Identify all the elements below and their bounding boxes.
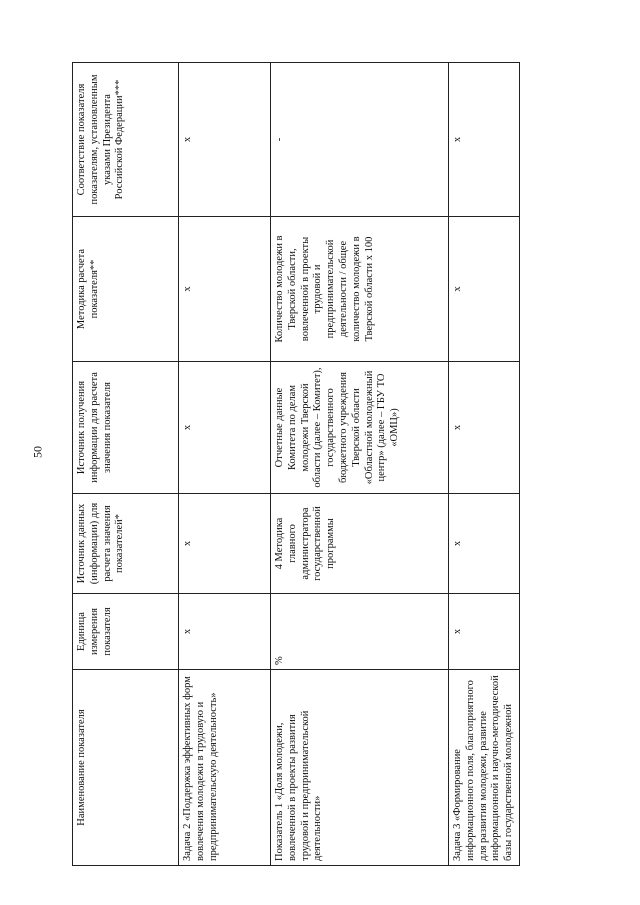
- header-method: Методика расчета показателя**: [73, 217, 179, 362]
- table-row: [271, 63, 449, 866]
- cell-method: х: [179, 217, 271, 362]
- table-row: [449, 63, 520, 866]
- cell-method: х: [449, 217, 520, 362]
- cell-info-source: Отчетные данные Комитета по делам молодежи Тверской области (далее – Комитет), государственного бюджетного учреждения Тверской области «Областной молодежный центр» (далее – ГБУ ТО «ОМЦ»): [271, 362, 449, 494]
- cell-data-source: 4 Методика главного администратора государственной программы: [271, 494, 449, 594]
- cell-info-source: х: [449, 362, 520, 494]
- cell-compliance: х: [449, 63, 520, 217]
- cell-name: Задача 3 «Формирование информационного поля, благоприятного для развития молодежи, развитие информационной и научно-методической базы государственной молодежной: [449, 670, 520, 866]
- page-number: 50: [30, 446, 45, 458]
- cell-name: Показатель 1 «Доля молодежи, вовлеченной в проекты развития трудовой и предпринимательской деятельности»: [271, 670, 449, 866]
- cell-data-source: х: [179, 494, 271, 594]
- header-indicator-name: Наименование показателя: [73, 670, 179, 866]
- rotated-table-inner: [72, 63, 515, 866]
- header-data-source: Источник данных (информации) для расчета значения показателей*: [73, 494, 179, 594]
- header-info-source: Источник получения информации для расчета значения показателя: [73, 362, 179, 494]
- table-header-row: [73, 63, 179, 866]
- cell-name: Задача 2 «Поддержка эффективных форм вовлечения молодежи в трудовую и предпринимательскую деятельность»: [179, 670, 271, 866]
- header-unit: Единица измерения показателя: [73, 594, 179, 670]
- cell-unit: х: [449, 594, 520, 670]
- cell-info-source: х: [179, 362, 271, 494]
- cell-unit: %: [271, 594, 449, 670]
- header-compliance: Соответствие показателя показателям, установленным указами Президента Российской Федерации***: [73, 63, 179, 217]
- indicators-table: [72, 62, 520, 866]
- cell-unit: х: [179, 594, 271, 670]
- cell-compliance: -: [271, 63, 449, 217]
- cell-method: Количество молодежи в Тверской области, вовлеченной в проекты трудовой и предпринимательской деятельности / общее количество молодежи в Тверской области х 100: [271, 217, 449, 362]
- rotated-table-wrapper: [72, 63, 515, 866]
- cell-data-source: х: [449, 494, 520, 594]
- table-row: [179, 63, 271, 866]
- cell-compliance: х: [179, 63, 271, 217]
